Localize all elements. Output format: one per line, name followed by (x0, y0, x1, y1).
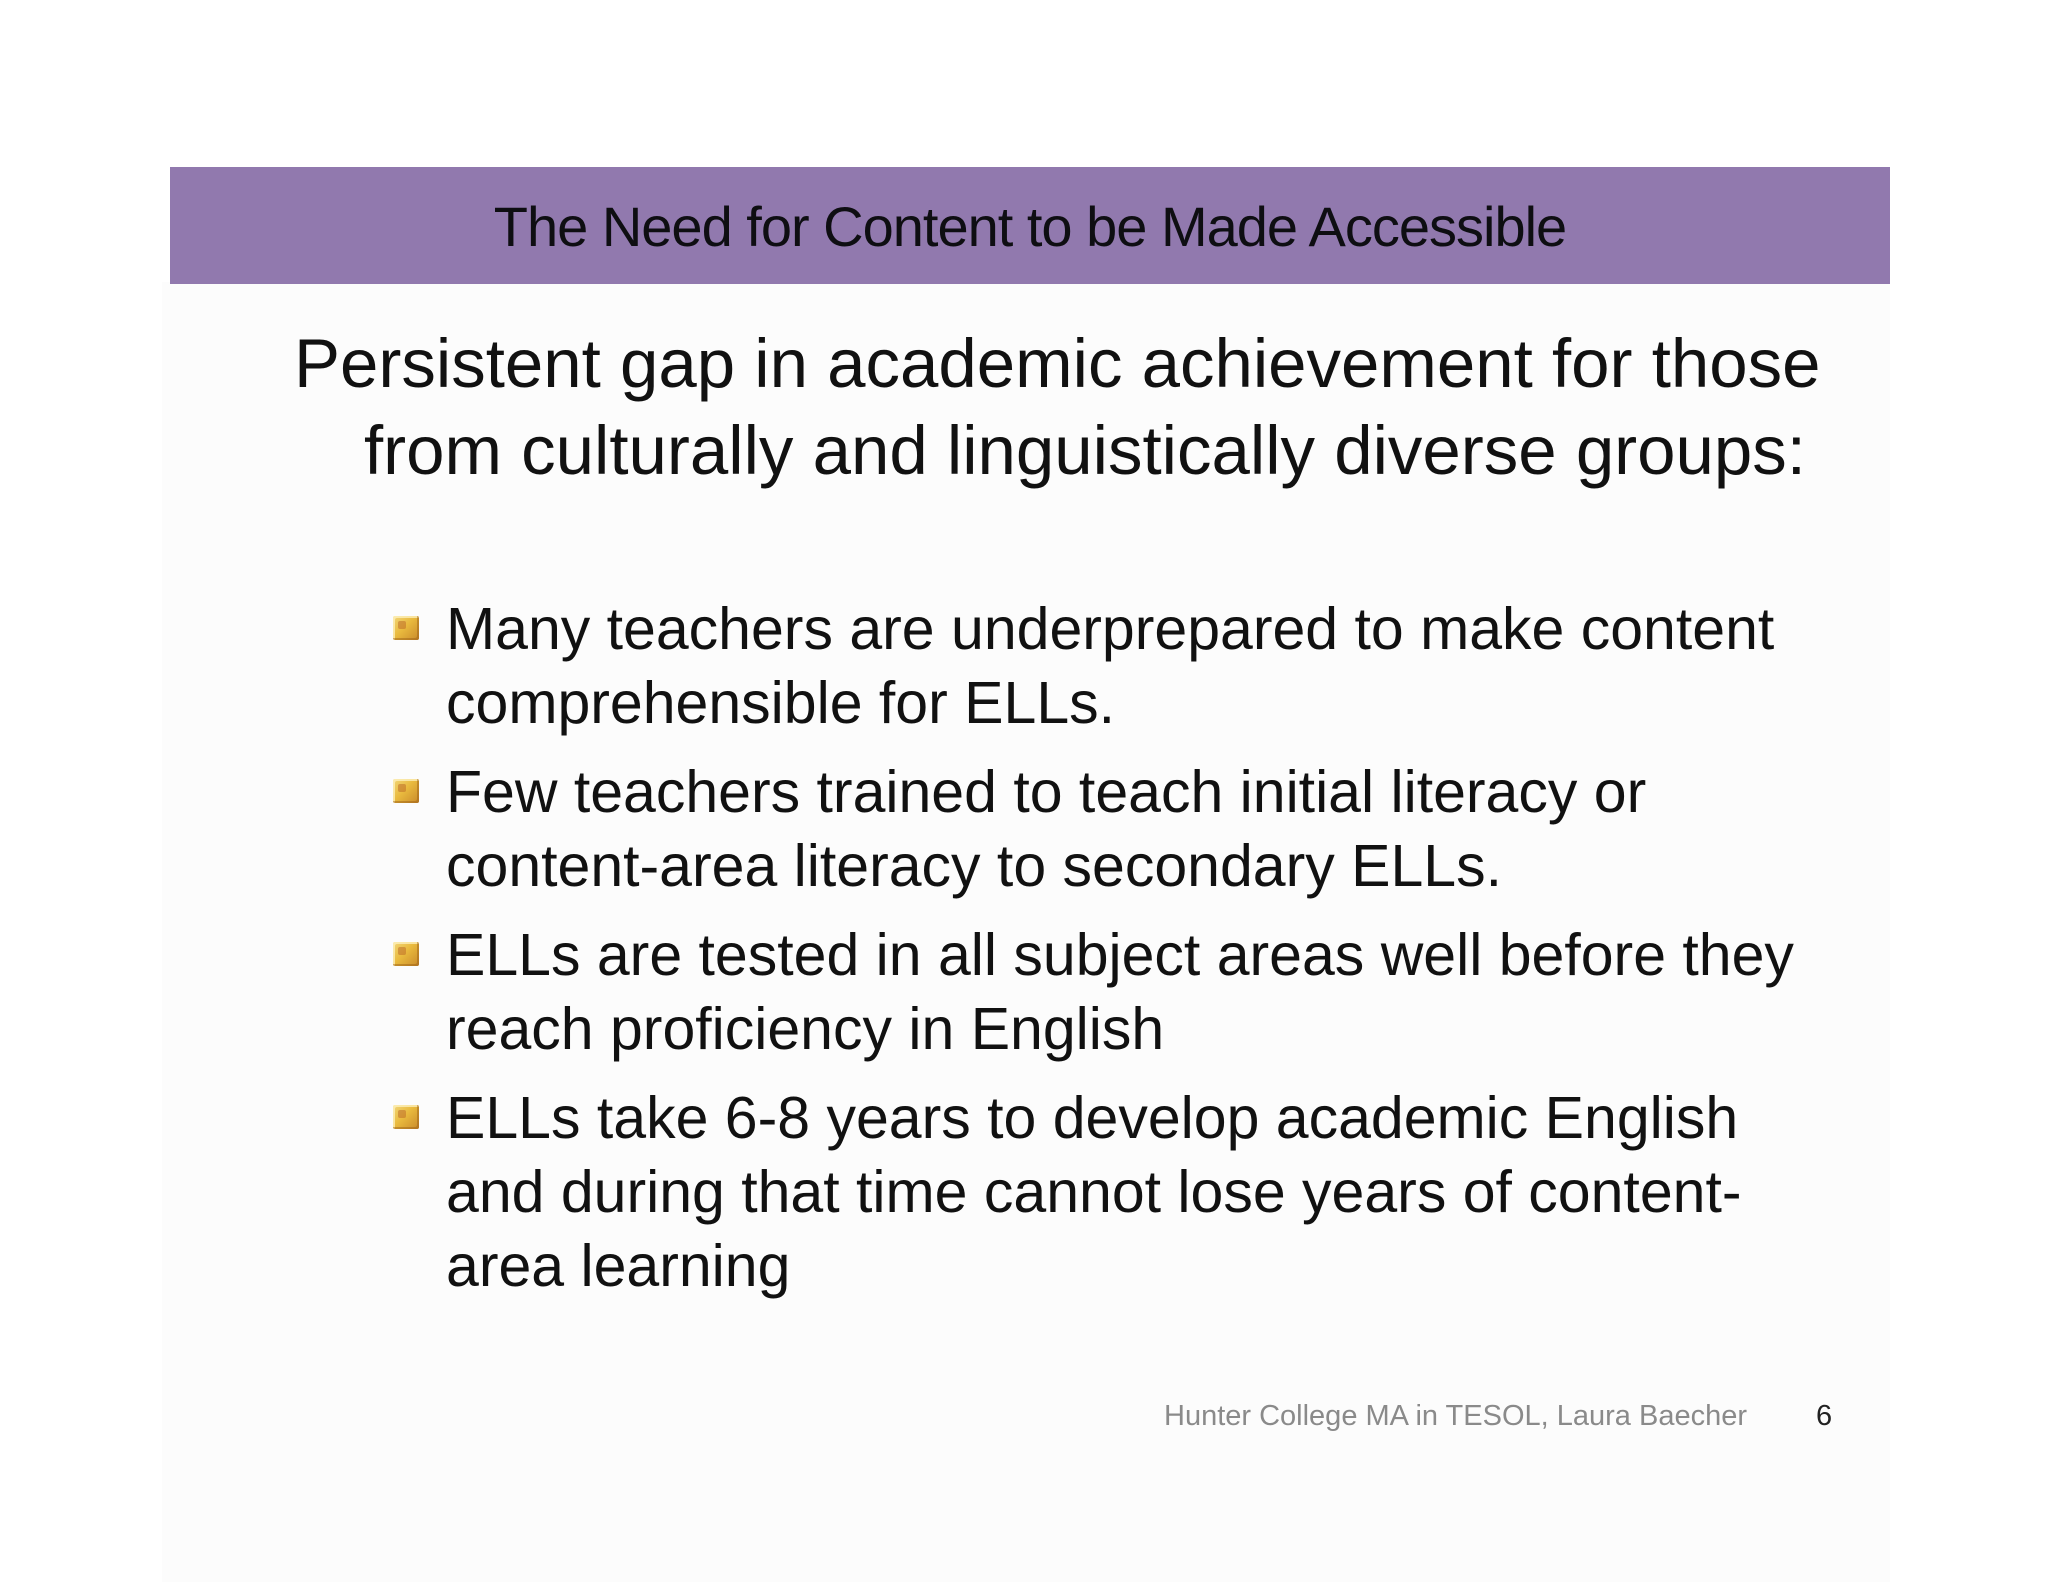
bullet-text: ELLs are tested in all subject areas well before they reach proficiency in English (446, 922, 1794, 1062)
list-item (390, 1081, 1810, 1303)
bullet-text: ELLs take 6-8 years to develop academic English and during that time cannot lose years of content-area learning (446, 1085, 1742, 1299)
footer-credit: Hunter College MA in TESOL, Laura Baecher (1164, 1400, 1748, 1432)
list-item (390, 755, 1810, 903)
bullet-text: Few teachers trained to teach initial literacy or content-area literacy to secondary ELLs. (446, 759, 1647, 899)
square-bullet-icon (393, 942, 419, 966)
bullet-list (390, 592, 1810, 1318)
list-item (390, 592, 1810, 740)
square-bullet-icon (393, 1105, 419, 1129)
slide-title: The Need for Content to be Made Accessible (493, 195, 1567, 258)
title-bar (170, 167, 1890, 284)
main-point-text: Persistent gap in academic achievement for those from culturally and linguistically diverse groups: (294, 325, 1821, 489)
bullet-text: Many teachers are underprepared to make content comprehensible for ELLs. (446, 596, 1775, 736)
list-item (390, 918, 1810, 1066)
square-bullet-icon (393, 779, 419, 803)
page-number: 6 (1816, 1400, 1833, 1432)
square-bullet-icon (393, 616, 419, 640)
